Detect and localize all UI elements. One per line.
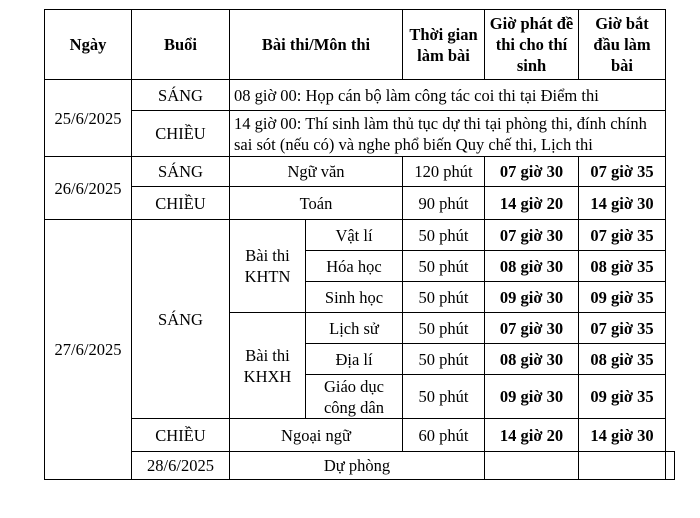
- duration-cell: 50 phút: [403, 375, 485, 419]
- duration-cell: 60 phút: [403, 419, 485, 452]
- header-date: Ngày: [45, 10, 132, 80]
- start-time-cell: 09 giờ 35: [579, 375, 666, 419]
- release-time-cell: 07 giờ 30: [485, 157, 579, 187]
- session-cell: CHIỀU: [132, 419, 230, 452]
- session-cell: SÁNG: [132, 220, 230, 419]
- subject-cell: Ngoại ngữ: [230, 419, 403, 452]
- start-time-cell: 14 giờ 30: [579, 419, 666, 452]
- subject-cell: Toán: [230, 187, 403, 220]
- session-cell: CHIỀU: [132, 111, 230, 157]
- group-cell-khxh: Bài thi KHXH: [230, 313, 306, 419]
- duration-cell: 120 phút: [403, 157, 485, 187]
- subject-cell: Hóa học: [306, 251, 403, 282]
- duration-cell: 50 phút: [403, 313, 485, 344]
- date-cell: 26/6/2025: [45, 157, 132, 220]
- date-cell: 25/6/2025: [45, 80, 132, 157]
- subject-cell: Giáo dục công dân: [306, 375, 403, 419]
- start-time-cell: 07 giờ 35: [579, 220, 666, 251]
- table-row: [45, 452, 675, 480]
- release-time-cell: 08 giờ 30: [485, 344, 579, 375]
- duration-cell: 50 phút: [403, 344, 485, 375]
- date-cell: 28/6/2025: [132, 452, 230, 480]
- duration-cell: 90 phút: [403, 187, 485, 220]
- empty-cell: [579, 452, 666, 480]
- release-time-cell: 07 giờ 30: [485, 220, 579, 251]
- duration-cell: 50 phút: [403, 220, 485, 251]
- table-row: [45, 111, 675, 157]
- subject-cell: Lịch sử: [306, 313, 403, 344]
- table-row: [45, 80, 675, 111]
- subject-cell: Ngữ văn: [230, 157, 403, 187]
- header-duration: Thời gian làm bài: [403, 10, 485, 80]
- table-row: [45, 220, 675, 251]
- session-cell: CHIỀU: [132, 187, 230, 220]
- header-start-time: Giờ bắt đầu làm bài: [579, 10, 666, 80]
- empty-cell: [485, 452, 579, 480]
- start-time-cell: 14 giờ 30: [579, 187, 666, 220]
- reserve-cell: Dự phòng: [230, 452, 485, 480]
- table-row: [45, 419, 675, 452]
- header-row: [45, 10, 675, 80]
- empty-cell: [666, 452, 675, 480]
- table-row: [45, 157, 675, 187]
- duration-cell: 50 phút: [403, 282, 485, 313]
- session-cell: SÁNG: [132, 157, 230, 187]
- start-time-cell: 07 giờ 35: [579, 157, 666, 187]
- header-release-time: Giờ phát đề thi cho thí sinh: [485, 10, 579, 80]
- group-cell-khtn: Bài thi KHTN: [230, 220, 306, 313]
- release-time-cell: 09 giờ 30: [485, 375, 579, 419]
- release-time-cell: 09 giờ 30: [485, 282, 579, 313]
- start-time-cell: 08 giờ 35: [579, 251, 666, 282]
- table-row: [45, 187, 675, 220]
- release-time-cell: 08 giờ 30: [485, 251, 579, 282]
- session-cell: SÁNG: [132, 80, 230, 111]
- subject-cell: Địa lí: [306, 344, 403, 375]
- release-time-cell: 14 giờ 20: [485, 187, 579, 220]
- start-time-cell: 09 giờ 35: [579, 282, 666, 313]
- header-session: Buổi: [132, 10, 230, 80]
- start-time-cell: 07 giờ 35: [579, 313, 666, 344]
- note-cell: 14 giờ 00: Thí sinh làm thủ tục dự thi tại phòng thi, đính chính sai sót (nếu có) và nghe phổ biến Quy chế thi, Lịch thi: [230, 111, 666, 157]
- start-time-cell: 08 giờ 35: [579, 344, 666, 375]
- date-cell: 27/6/2025: [45, 220, 132, 480]
- header-subject: Bài thi/Môn thi: [230, 10, 403, 80]
- release-time-cell: 07 giờ 30: [485, 313, 579, 344]
- release-time-cell: 14 giờ 20: [485, 419, 579, 452]
- note-cell: 08 giờ 00: Họp cán bộ làm công tác coi thi tại Điểm thi: [230, 80, 666, 111]
- subject-cell: Sinh học: [306, 282, 403, 313]
- exam-schedule-table: [44, 9, 675, 480]
- duration-cell: 50 phút: [403, 251, 485, 282]
- subject-cell: Vật lí: [306, 220, 403, 251]
